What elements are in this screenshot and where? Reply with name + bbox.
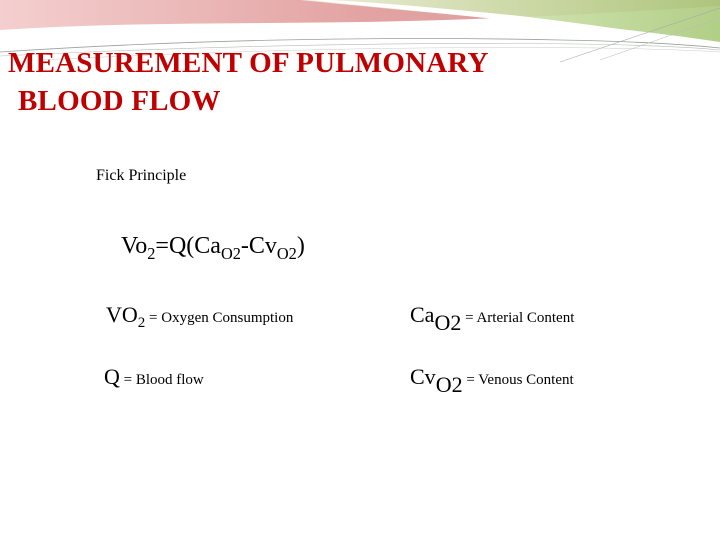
equation-close: )	[296, 233, 305, 259]
legend-description: = Oxygen Consumption	[145, 310, 294, 326]
legend-description: = Arterial Content	[461, 310, 575, 326]
subheading-fick-principle: Fick Principle	[96, 167, 187, 184]
equation-lhs: Vo	[121, 233, 148, 259]
legend-item-venous-content	[410, 362, 574, 395]
equation-cv-sub: O2	[276, 243, 297, 263]
equation-ca-sub: O2	[220, 243, 241, 263]
equation-eq-mid: =Q(Ca	[155, 233, 221, 259]
title-line-1: MEASUREMENT OF PULMONARY	[8, 47, 489, 79]
legend-symbol: VO	[106, 302, 138, 327]
legend-symbol: Ca	[410, 302, 435, 327]
legend-symbol: Q	[104, 364, 120, 389]
legend-description: = Blood flow	[119, 372, 204, 388]
legend-symbol: Cv	[410, 364, 436, 389]
legend-item-oxygen-consumption	[106, 300, 293, 333]
title-line-2: BLOOD FLOW	[18, 85, 221, 117]
legend-symbol-sub: 2	[137, 315, 146, 332]
equation-minus: -Cv	[240, 233, 277, 259]
legend-item-blood-flow	[104, 362, 204, 395]
legend-symbol-sub: O2	[435, 371, 463, 397]
fick-equation	[121, 230, 305, 264]
equation-lhs-sub: 2	[147, 243, 156, 263]
legend-symbol-sub: O2	[434, 309, 462, 335]
legend-item-arterial-content	[410, 300, 574, 333]
slide-title	[8, 44, 648, 120]
legend-description: = Venous Content	[462, 372, 574, 388]
